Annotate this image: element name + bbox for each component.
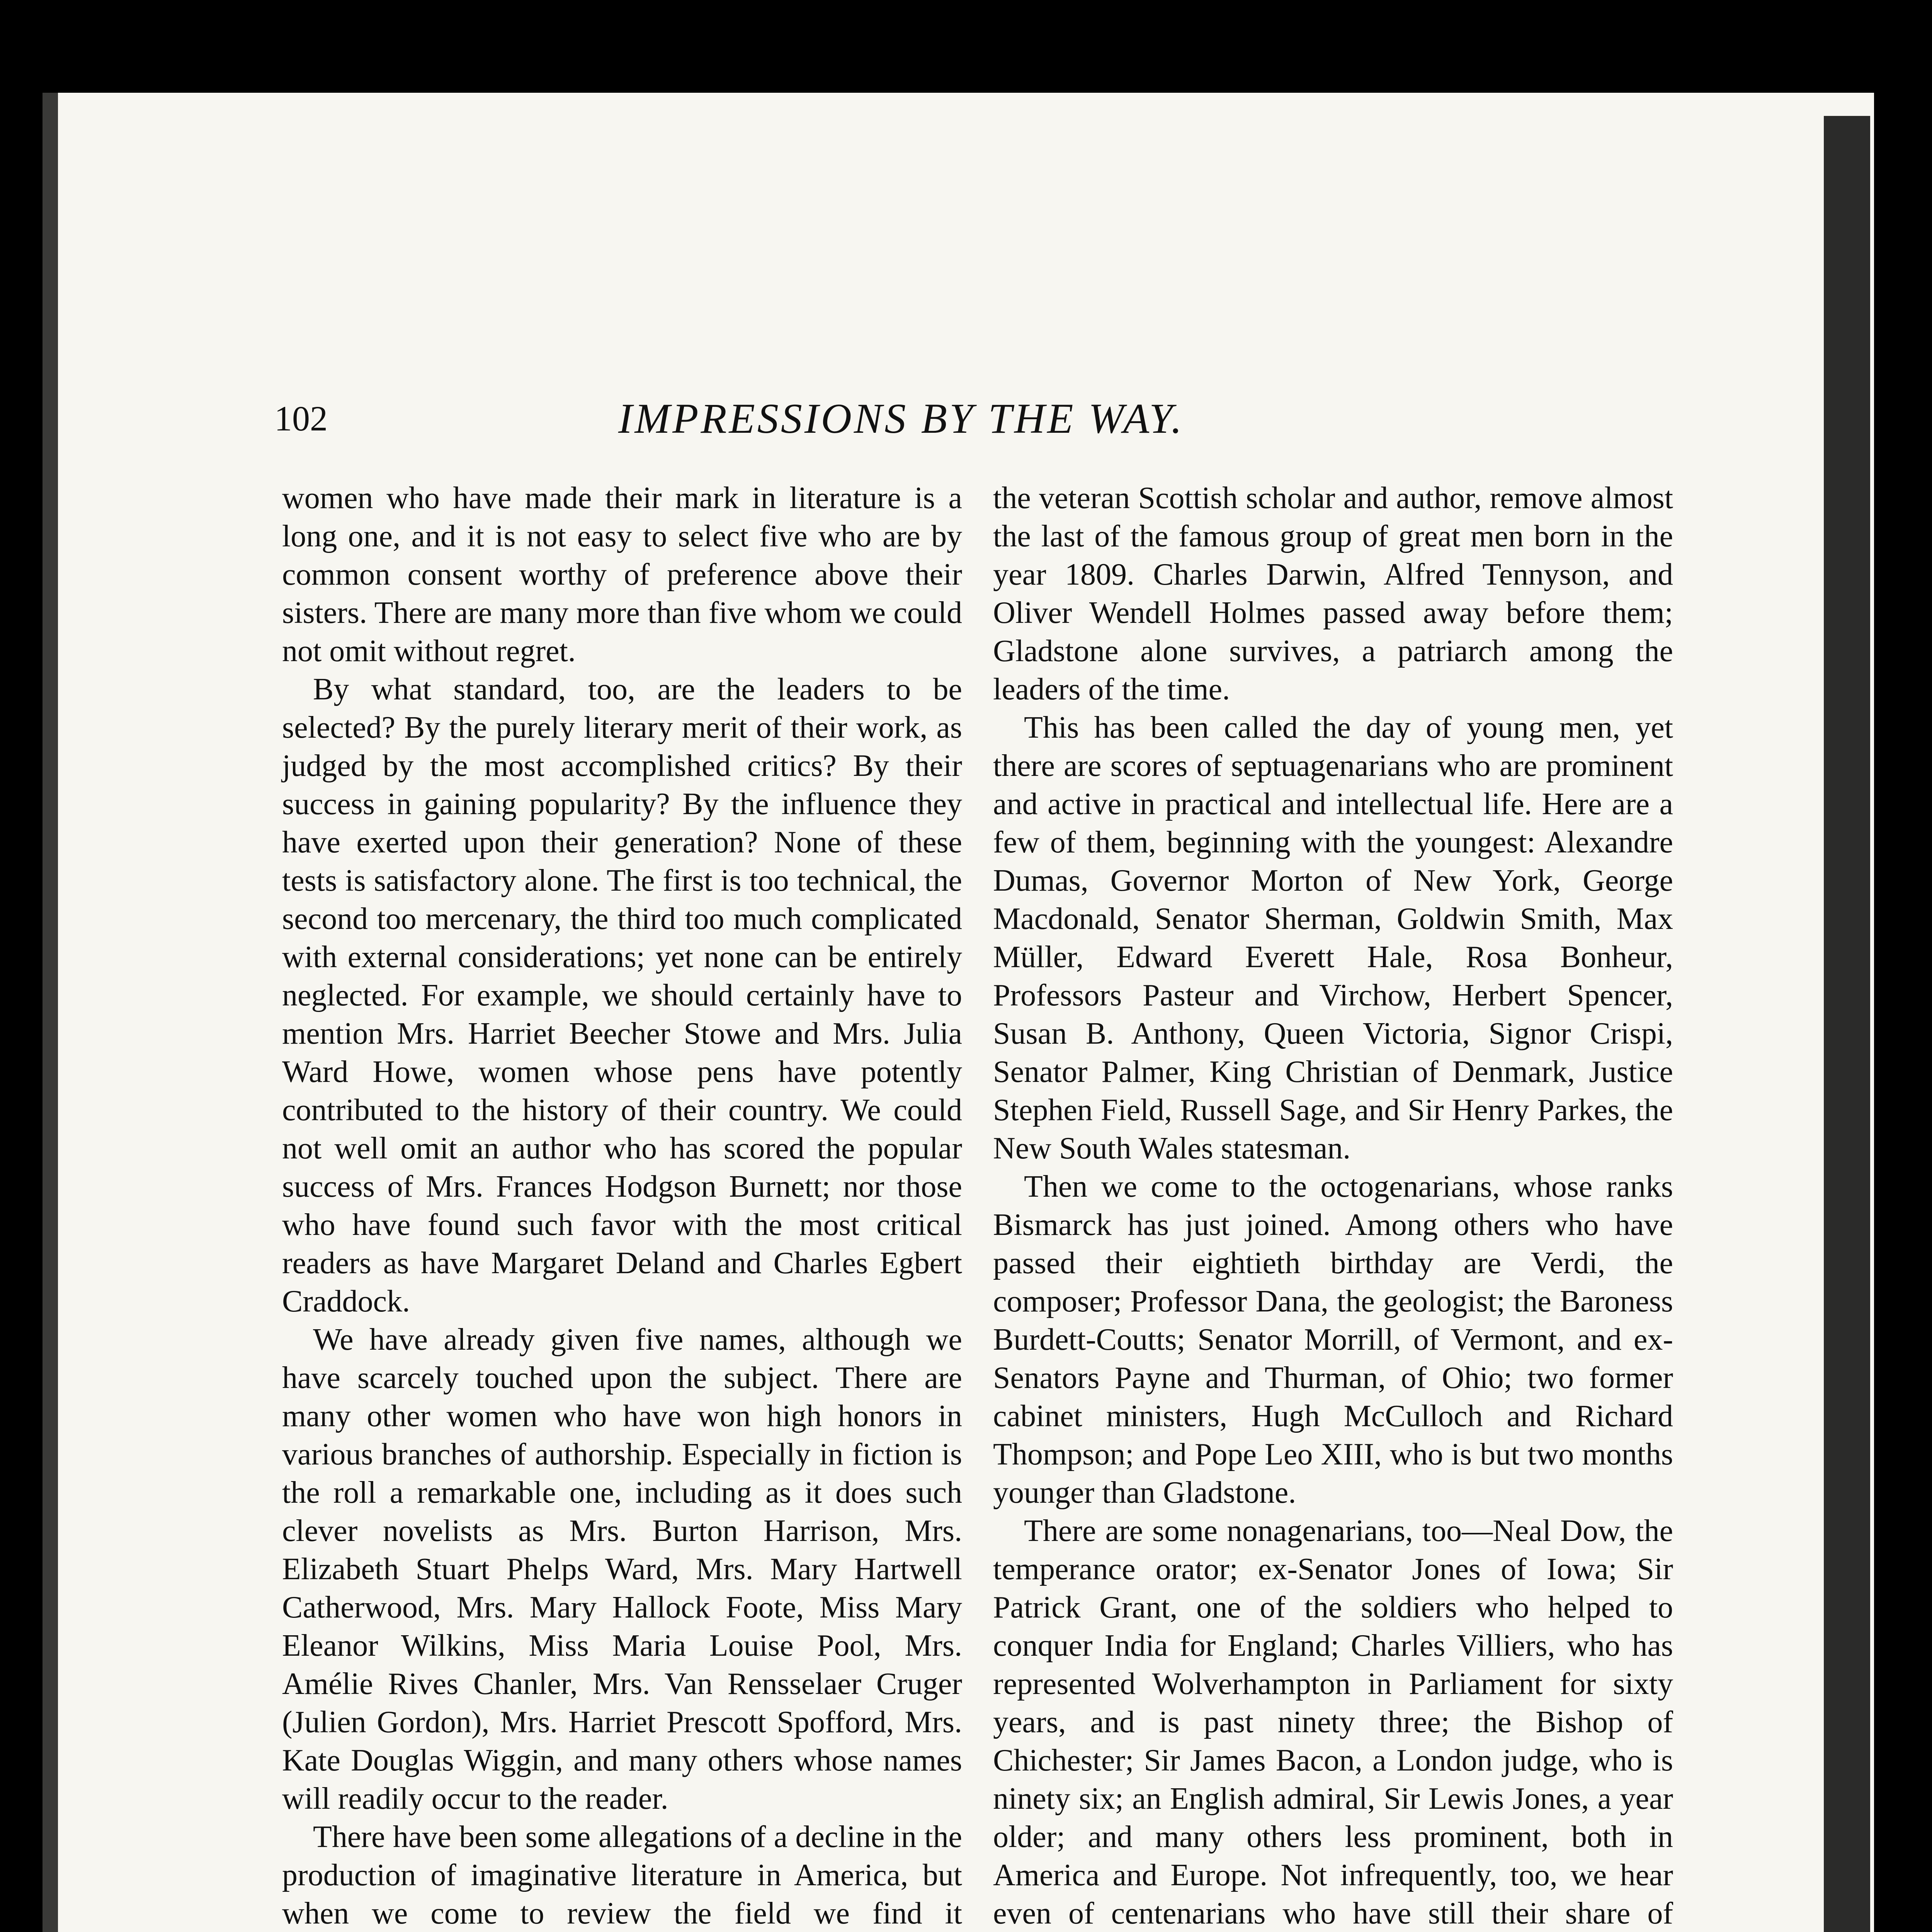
magazine-page	[58, 93, 1874, 1932]
paragraph: By what standard, too, are the leaders to be selected? By the purely literary merit of their work, as judged by the most accomplished critics? By their success in gaining popularity? By the influence they have exerted upon their generation? None of these tests is satisfactory alone. The first is too technical, the second too mercenary, the third too much complicated with external considerations; yet none can be entirely neglected. For example, we should certainly have to mention Mrs. Harriet Beecher Stowe and Mrs. Julia Ward Howe, women whose pens have potently contributed to the history of their country. We could not well omit an author who has scored the popular success of Mrs. Frances Hodgson Burnett; nor those who have found such favor with the most critical readers as have Margaret Deland and Charles Egbert Craddock.	[282, 672, 962, 1318]
paragraph: women who have made their mark in literature is a long one, and it is not easy to select five who are by common consent worthy of preference above their sisters. There are many more than five whom we could not omit without regret.	[282, 481, 962, 668]
paragraph: We have already given five names, although we have scarcely touched upon the subject. There are many other women who have won high honors in various branches of authorship. Especially in fiction is the roll a remarkable one, including as it does such clever novelists as Mrs. Burton Harrison, Mrs. Elizabeth Stuart Phelps Ward, Mrs. Mary Hartwell Catherwood, Mrs. Mary Hallock Foote, Miss Mary Eleanor Wilkins, Miss Maria Louise Pool, Mrs. Amélie Rives Chanler, Mrs. Van Rensselaer Cruger (Julien Gordon), Mrs. Harriet Prescott Spofford, Mrs. Kate Douglas Wiggin, and many others whose names will readily occur to the reader.	[282, 1323, 962, 1816]
running-head: IMPRESSIONS BY THE WAY.	[618, 395, 1184, 442]
paragraph: There are some nonagenarians, too—Neal Dow, the temperance orator; ex-Senator Jones of Iowa; Sir Patrick Grant, one of the soldiers who helped to conquer India for England; Charles Villiers, who has represented Wolverhampton in Parliament for sixty years, and is past ninety three; the Bishop of Chichester; Sir James Bacon, a London judge, who is ninety six; an English admiral, Sir Lewis Jones, a year older; and many others less prominent, both in America and Europe. Not infrequently, too, we hear even of centenarians who have still their share of	[993, 1514, 1673, 1930]
page-number: 102	[274, 399, 328, 438]
paragraph: Then we come to the octogenarians, whose ranks Bismarck has just joined. Among others who have passed their eightieth birthday are Verdi, the composer; Professor Dana, the geologist; the Baroness Burdett-Coutts; Senator Morrill, of Vermont, and ex-Senators Payne and Thurman, of Ohio; two former cabinet ministers, Hugh McCulloch and Richard Thompson; and Pope Leo XIII, who is but two months younger than Gladstone.	[993, 1170, 1673, 1510]
page-header	[58, 309, 1874, 442]
right-column	[993, 479, 1673, 1932]
paragraph: This has been called the day of young men, yet there are scores of septuagenarians who are prominent and active in practical and intellectual life. Here are a few of them, beginning with the youngest: Alexandre Dumas, Governor Morton of New York, George Macdonald, Senator Sherman, Goldwin Smith, Max Müller, Edward Everett Hale, Rosa Bonheur, Professors Pasteur and Virchow, Herbert Spencer, Susan B. Anthony, Queen Victoria, Signor Crispi, Senator Palmer, King Christian of Denmark, Justice Stephen Field, Russell Sage, and Sir Henry Parkes, the New South Wales statesman.	[993, 711, 1673, 1165]
paragraph: There have been some allegations of a decline in the production of imaginative literature in America, but when we come to review the field we find it	[282, 1820, 962, 1930]
page-edge-shadow	[1824, 116, 1870, 1932]
paragraph: the veteran Scottish scholar and author, remove almost the last of the famous group of great men born in the year 1809. Charles Darwin, Alfred Tennyson, and Oliver Wendell Holmes passed away before them; Gladstone alone survives, a patriarch among the leaders of the time.	[993, 481, 1673, 706]
left-column	[282, 479, 962, 1932]
